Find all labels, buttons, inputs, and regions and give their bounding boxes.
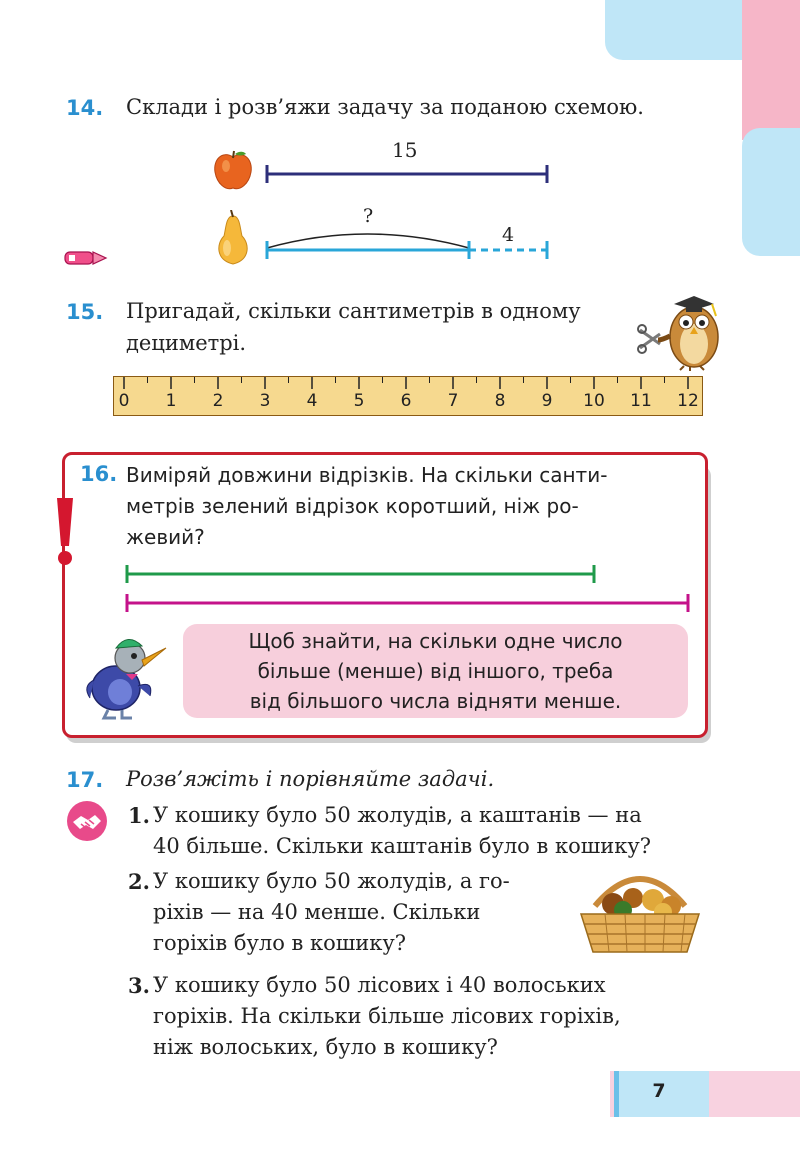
apple-segment [262,162,554,186]
task-16-line1: Виміряй довжини відрізків. На скільки санти- [126,463,608,487]
problem-2-line3: горіхів було в кошику? [153,931,407,955]
ruler-label: 2 [212,391,224,411]
problem-3-line1: У кошику було 50 лісових і 40 волоських [153,973,606,997]
ruler-label: 7 [447,391,459,411]
problem-1-number: 1. [128,803,150,828]
task-15-line1: Пригадай, скільки сантиметрів в одному [126,299,581,323]
ruler-label: 3 [259,391,271,411]
ruler-label: 8 [494,391,506,411]
bird-icon [80,630,170,722]
ruler-label: 11 [630,391,652,411]
pencil-icon [64,250,108,266]
ruler-label: 1 [165,391,177,411]
page-number: 7 [652,1080,666,1102]
pear-difference: 4 [502,224,515,246]
task-14-number: 14. [66,96,104,120]
owl-icon [634,292,730,372]
task-15-line2: дециметрі. [126,331,247,355]
task-16-number: 16. [80,462,118,486]
ruler-label: 9 [541,391,553,411]
side-tab-blue [742,128,800,256]
problem-3-line3: ніж волоських, було в кошику? [153,1035,498,1059]
problem-2-number: 2. [128,869,150,894]
apple-icon [212,150,254,192]
problem-1-line1: У кошику було 50 жолудів, а каштанів — на [153,803,642,827]
ruler-label: 10 [583,391,605,411]
task-17-number: 17. [66,768,104,792]
pear-unknown: ? [363,205,374,227]
task-16-line2: метрів зелений відрізок коротший, ніж ро- [126,494,579,518]
ruler-label: 5 [353,391,365,411]
rule-line-1: Щоб знайти, на скільки одне число [248,629,623,653]
task-17-title: Розв’яжіть і порівняйте задачі. [126,767,495,791]
task-16-line3: жевий? [126,525,205,549]
rule-line-2: більше (менше) від іншого, треба [257,659,614,683]
side-tab-pink [742,0,800,140]
problem-1-line2: 40 більше. Скільки каштанів було в кошику? [153,834,652,858]
basket-icon [575,862,705,958]
problem-2-line1: У кошику було 50 жолудів, а го- [153,869,510,893]
ruler-label: 6 [400,391,412,411]
ruler-label: 4 [306,391,318,411]
green-segment [127,565,594,583]
rule-line-3: від більшого числа відняти менше. [249,689,622,713]
problem-2-line2: ріхів — на 40 менше. Скільки [153,900,481,924]
exclamation-icon [52,496,78,568]
handshake-icon [66,800,108,842]
rule-text [183,626,688,716]
ruler-label: 0 [118,391,130,411]
apple-value: 15 [392,138,418,162]
pear-icon [214,210,252,268]
task-14-text: Склади і розв’яжи задачу за поданою схемою. [126,95,644,119]
ruler-label: 12 [677,391,699,411]
ruler [113,376,703,416]
problem-3-line2: горіхів. На скільки більше лісових горіхів, [153,1004,621,1028]
segments [120,562,696,614]
pink-segment [127,594,688,612]
problem-3-number: 3. [128,973,150,998]
task-15-number: 15. [66,300,104,324]
